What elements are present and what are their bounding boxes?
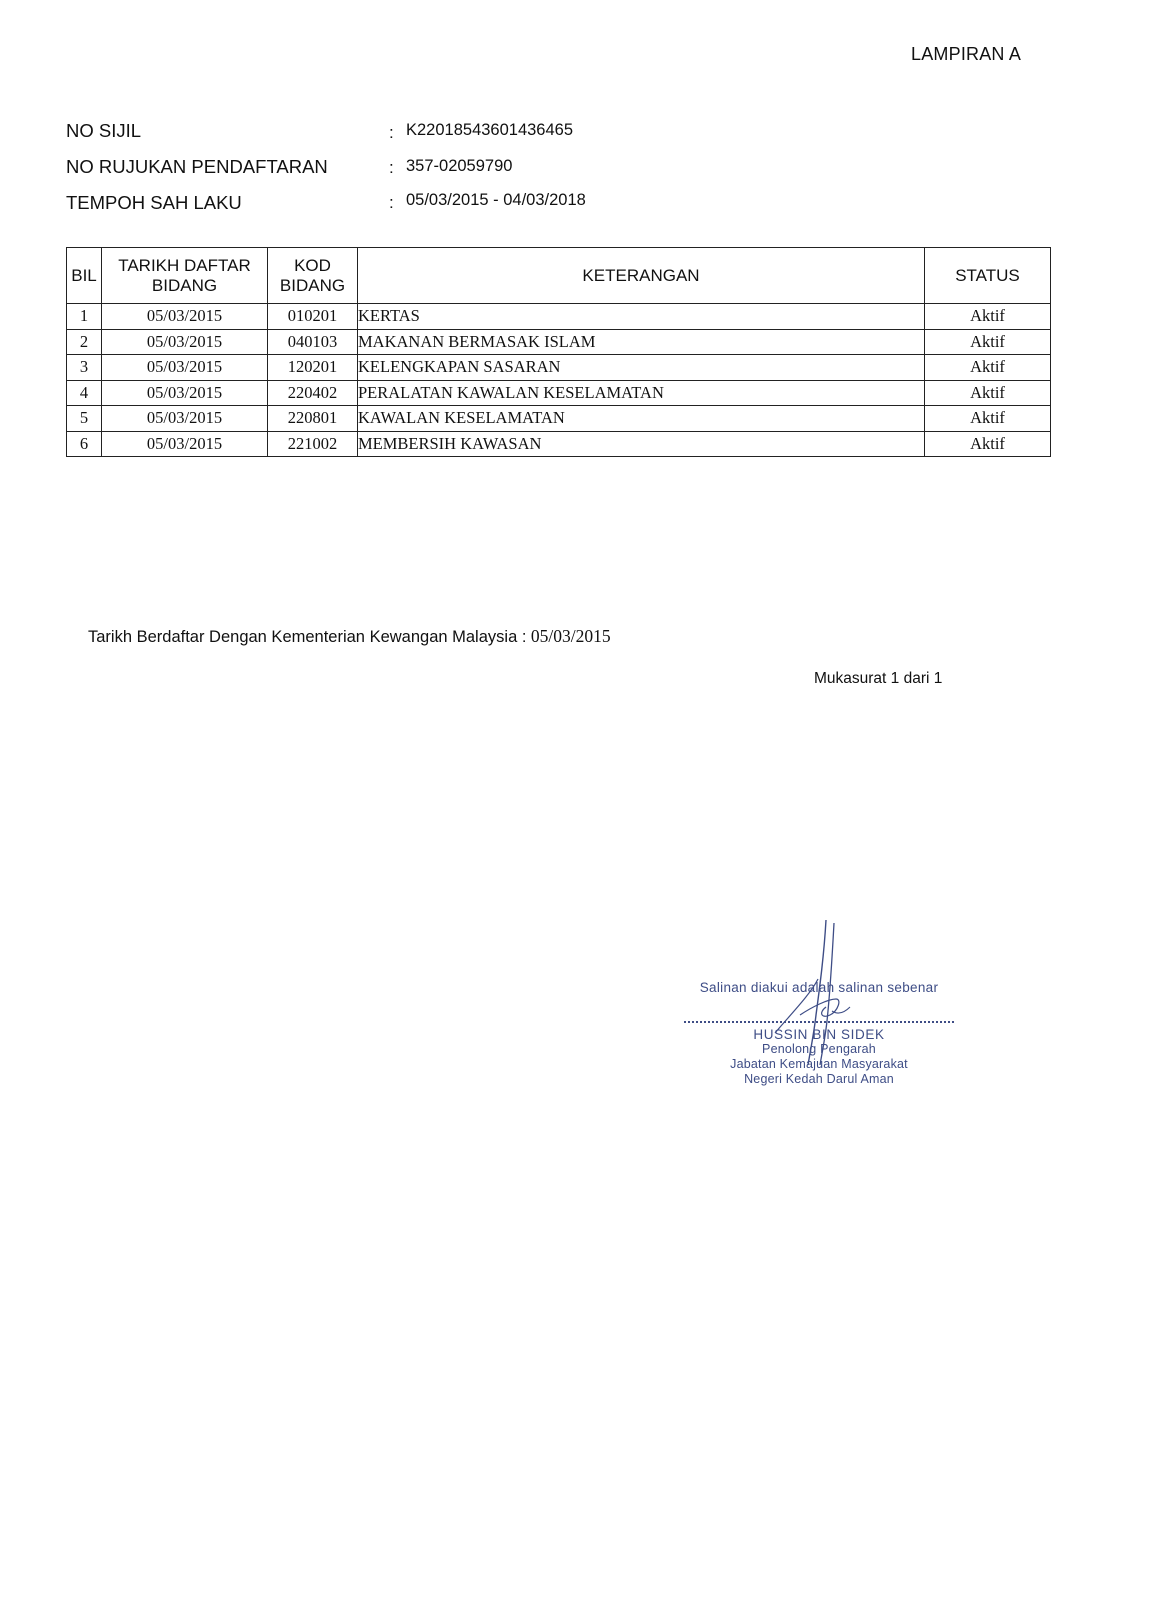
cell-kod: 221002 <box>268 431 358 457</box>
table-row <box>67 406 1051 432</box>
cell-bil: 5 <box>67 406 102 432</box>
cell-bil: 2 <box>67 329 102 355</box>
cell-status: Aktif <box>925 355 1051 381</box>
cell-bil: 3 <box>67 355 102 381</box>
cell-bil: 6 <box>67 431 102 457</box>
cell-tarikh: 05/03/2015 <box>102 329 268 355</box>
appendix-label: LAMPIRAN A <box>911 44 1022 64</box>
validity-period-colon: : <box>389 193 394 212</box>
registration-ref-label: NO RUJUKAN PENDAFTARAN <box>66 156 328 177</box>
cell-keterangan: PERALATAN KAWALAN KESELAMATAN <box>358 380 925 406</box>
cell-kod: 040103 <box>268 329 358 355</box>
table-row <box>67 329 1051 355</box>
cell-tarikh: 05/03/2015 <box>102 304 268 330</box>
table-row <box>67 355 1051 381</box>
cell-keterangan: MEMBERSIH KAWASAN <box>358 431 925 457</box>
validity-period-label: TEMPOH SAH LAKU <box>66 192 242 213</box>
stamp-officer-name: HUSSIN BIN SIDEK <box>753 1027 885 1042</box>
cert-number-label: NO SIJIL <box>66 120 142 141</box>
cell-kod: 220402 <box>268 380 358 406</box>
registration-ref-value: 357-02059790 <box>406 157 513 175</box>
cell-status: Aktif <box>925 304 1051 330</box>
cell-kod: 010201 <box>268 304 358 330</box>
cell-bil: 4 <box>67 380 102 406</box>
cell-status: Aktif <box>925 431 1051 457</box>
field-registration-table <box>66 247 1051 457</box>
cell-tarikh: 05/03/2015 <box>102 431 268 457</box>
cell-status: Aktif <box>925 406 1051 432</box>
registration-ref-colon: : <box>389 158 394 177</box>
col-header-tarikh <box>102 248 268 304</box>
col-header-status: STATUS <box>925 248 1051 304</box>
registration-date-value: 05/03/2015 <box>530 626 611 646</box>
cert-number-value: K22018543601436465 <box>406 121 574 139</box>
validity-period-value: 05/03/2015 - 04/03/2018 <box>406 191 586 209</box>
stamp-officer-position: Penolong Pengarah <box>762 1042 876 1056</box>
cell-keterangan: MAKANAN BERMASAK ISLAM <box>358 329 925 355</box>
handwritten-signature <box>770 915 880 1095</box>
col-header-kod-line1: KOD <box>294 255 331 275</box>
registration-date-line <box>88 626 611 647</box>
cell-keterangan: KELENGKAPAN SASARAN <box>358 355 925 381</box>
col-header-tarikh-line1: TARIKH DAFTAR <box>118 255 251 275</box>
table-row <box>67 304 1051 330</box>
col-header-tarikh-line2: BIDANG <box>151 275 218 295</box>
cell-tarikh: 05/03/2015 <box>102 355 268 381</box>
col-header-kod-line2: BIDANG <box>279 275 346 295</box>
table-row <box>67 431 1051 457</box>
registration-date-label: Tarikh Berdaftar Dengan Kementerian Kewangan Malaysia : <box>88 628 527 646</box>
cell-keterangan: KERTAS <box>358 304 925 330</box>
cell-status: Aktif <box>925 329 1051 355</box>
cell-kod: 120201 <box>268 355 358 381</box>
cert-number-colon: : <box>389 123 394 142</box>
col-header-bil: BIL <box>67 248 102 304</box>
stamp-department: Jabatan Kemajuan Masyarakat <box>730 1057 908 1071</box>
cell-kod: 220801 <box>268 406 358 432</box>
table-header-row <box>67 248 1051 304</box>
cell-bil: 1 <box>67 304 102 330</box>
col-header-keterangan: KETERANGAN <box>358 248 925 304</box>
stamp-state: Negeri Kedah Darul Aman <box>744 1072 894 1086</box>
cell-tarikh: 05/03/2015 <box>102 380 268 406</box>
stamp-certified-text: Salinan diakui adalah salinan sebenar <box>699 980 939 995</box>
col-header-kod <box>268 248 358 304</box>
cell-status: Aktif <box>925 380 1051 406</box>
page-number: Mukasurat 1 dari 1 <box>814 670 943 687</box>
cell-keterangan: KAWALAN KESELAMATAN <box>358 406 925 432</box>
cell-tarikh: 05/03/2015 <box>102 406 268 432</box>
table-row <box>67 380 1051 406</box>
